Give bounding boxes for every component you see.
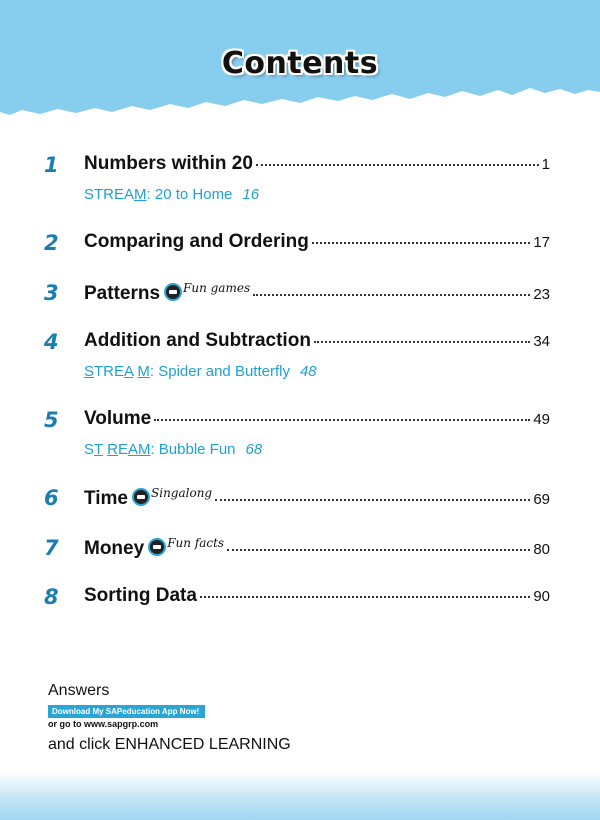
leader-dots [253,294,530,296]
fun-facts-badge-icon [148,538,166,556]
chapter-number: 1 [44,153,59,177]
chapter-number: 7 [44,536,59,560]
stream-page: 48 [299,363,317,380]
stream-activity-2[interactable] [84,363,317,380]
fun-games-badge-icon [164,283,182,301]
page-number: 90 [533,588,550,605]
page-number: 34 [533,333,550,350]
chapter-title: Comparing and Ordering [84,231,309,252]
chapter-number: 4 [44,330,59,354]
chapter-number: 3 [44,281,59,305]
chapter-number: 6 [44,486,59,510]
toc-entry-chapter-1[interactable] [0,153,600,179]
stream-title: 20 to Home [154,186,233,203]
chapter-number: 8 [44,585,59,609]
page-number: 49 [533,411,550,428]
page-number: 1 [541,156,550,173]
toc-entry-chapter-2[interactable] [0,231,600,257]
leader-dots [312,242,530,244]
stream-page: 16 [242,186,260,203]
chapter-number: 2 [44,231,59,255]
chapter-title: Addition and Subtraction [84,330,311,351]
badge-label: Fun facts [167,536,225,550]
stream-activity-3[interactable] [84,441,262,458]
chapter-title: Sorting Data [84,585,197,606]
stream-prefix: ST REAM: [84,441,159,458]
leader-dots [215,499,530,501]
chapter-title: Time [84,488,129,509]
leader-dots [154,419,530,421]
toc-entry-chapter-4[interactable] [0,330,600,356]
chapter-title: Patterns [84,283,161,304]
toc-entry-chapter-6[interactable] [0,486,600,512]
page-number: 17 [533,234,550,251]
chapter-number: 5 [44,408,59,432]
page-title: Contents [221,46,379,81]
stream-prefix: STREA M: [84,363,159,380]
page-number: 80 [533,541,550,558]
leader-dots [200,596,530,598]
badge-label: Fun games [183,281,251,295]
page-number: 69 [533,491,550,508]
leader-dots [227,549,530,551]
chapter-title: Numbers within 20 [84,153,253,174]
download-app-banner[interactable]: Download My SAPeducation App Now! [48,705,205,718]
leader-dots [256,164,539,166]
enhanced-learning-instruction: and click ENHANCED LEARNING [48,736,291,753]
stream-title: Bubble Fun [158,441,236,458]
bottom-gradient-band [0,772,600,820]
stream-activity-1[interactable] [84,186,259,203]
stream-title: Spider and Butterfly [158,363,290,380]
website-link[interactable]: or go to www.sapgrp.com [48,719,159,729]
singalong-badge-icon [132,488,150,506]
toc-entry-chapter-7[interactable] [0,536,600,562]
stream-prefix: STREAM: [84,186,155,203]
badge-label: Singalong [151,486,213,500]
leader-dots [314,341,530,343]
chapter-title: Money [84,538,145,559]
answers-label: Answers [48,682,110,699]
header-banner [0,0,600,125]
chapter-title: Volume [84,408,152,429]
page-number: 23 [533,286,550,303]
toc-entry-chapter-8[interactable] [0,585,600,611]
toc-entry-chapter-5[interactable] [0,408,600,434]
toc-entry-chapter-3[interactable] [0,281,600,307]
stream-page: 68 [245,441,263,458]
